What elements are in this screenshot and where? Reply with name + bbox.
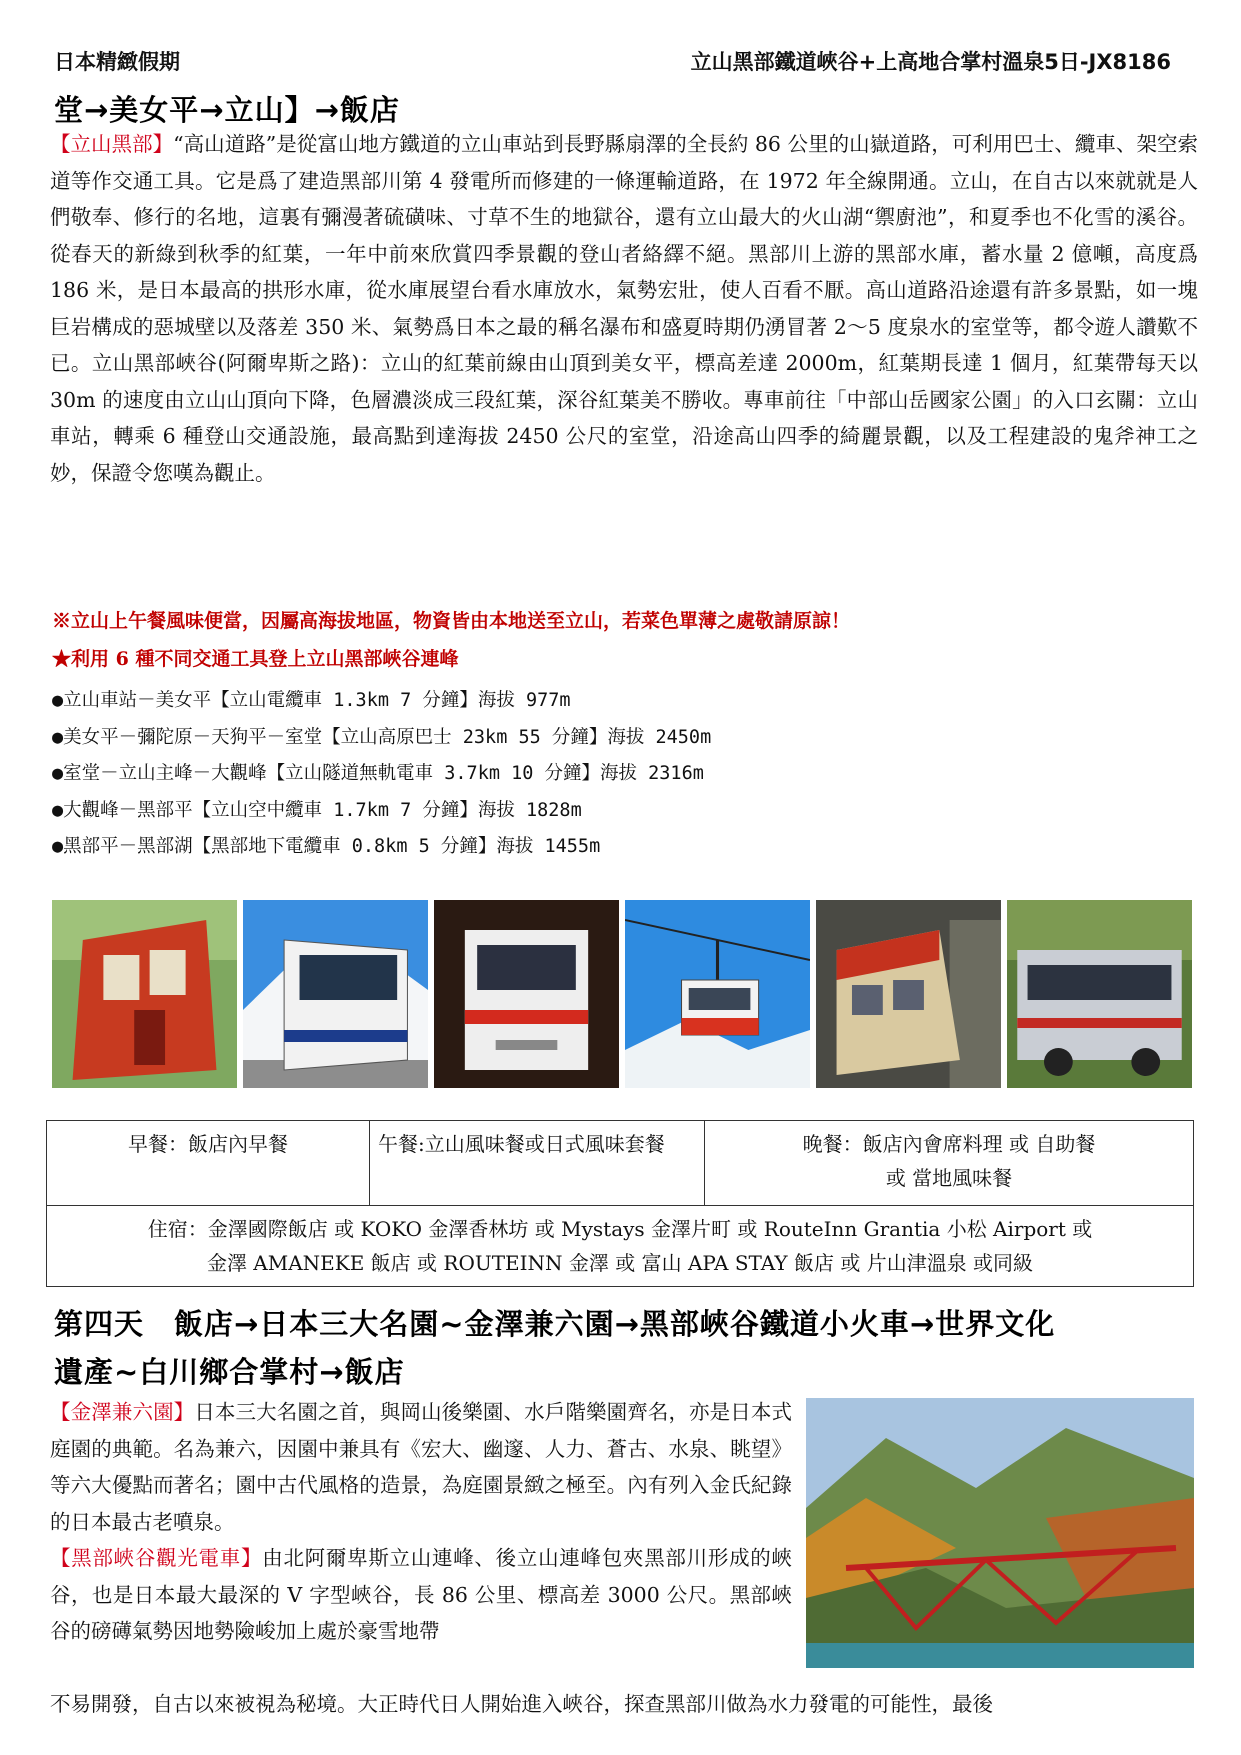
dinner-line2: 或 當地風味餐 xyxy=(885,1166,1013,1190)
transport-item: ●室堂－立山主峰－大觀峰【立山隧道無軌電車 3.7km 10 分鐘】海拔 2316m xyxy=(52,763,704,784)
transport-title: ★利用 6 種不同交通工具登上立山黑部峽谷連峰 xyxy=(52,648,459,670)
hotel-cell xyxy=(47,1206,1194,1287)
transport-item: ●黑部平－黑部湖【黑部地下電纜車 0.8km 5 分鐘】海拔 1455m xyxy=(52,836,601,857)
kenrokuen-label: 【金澤兼六園】 xyxy=(50,1400,195,1424)
header-right: 立山黑部鐵道峽谷+上高地合掌村溫泉5日-JX8186 xyxy=(690,50,1171,74)
section-title: 堂→美女平→立山】→飯店 xyxy=(54,93,400,127)
kurobe-text: 由北阿爾卑斯立山連峰、後立山連峰包夾黑部川形成的峽谷，也是日本最大最深的 V 字型峽谷，長 86 公里、標高差 3000 公尺。黑部峽谷的磅礡氣勢因地勢險峻加上處於豪雪地帶 xyxy=(50,1546,793,1643)
day4-text-block xyxy=(50,1394,792,1650)
tateyama-text: “高山道路”是從富山地方鐵道的立山車站到長野縣扇澤的全長約 86 公里的山嶽道路，可利用巴士、纜車、架空索道等作交通工具。它是爲了建造黑部川第 4 發電所而修建的一條運輸道路，在 1972 年全線開通。立山，在自古以來就就是人們敬奉、修行的名地，這裏有彌漫著硫磺味、寸草不生的地獄谷，還有立山最大的火山湖“禦廚池”，和夏季也不化雪的溪谷。從春天的新綠到秋季的紅葉，一年中前來欣賞四季景觀的登山者絡繹不絕。黑部川上游的黑部水庫，蓄水量 2 億噸，高度爲 186 米，是日本最高的拱形水庫，從水庫展望台看水庫放水，氣勢宏壯，使人百看不厭。高山道路沿途還有許多景點，如一塊巨岩構成的惡城壁以及落差 350 米、氣勢爲日本之最的稱名瀑布和盛夏時期仍湧冒著 2～5 度泉水的室堂等，都令遊人讚歎不已。立山黑部峽谷(阿爾卑斯之路)：立山的紅葉前線由山頂到美女平，標高差達 2000m，紅葉期長達 1 個月，紅葉帶每天以 30m 的速度由立山山頂向下降，色層濃淡成三段紅葉，深谷紅葉美不勝收。專車前往「中部山岳國家公園」的入口玄關：立山車站，轉乘 6 種登山交通設施，最高點到達海拔 2450 公尺的室堂，沿途高山四季的綺麗景觀，以及工程建設的鬼斧神工之妙，保證令您嘆為觀止。 xyxy=(50,132,1199,485)
kenrokuen-text: 日本三大名園之首，與岡山後樂園、水戶階樂園齊名，亦是日本式庭園的典範。名為兼六，因園中兼具有《宏大、幽邃、人力、蒼古、水泉、眺望》等六大優點而著名；園中古代風格的造景，為庭園景緻之極至。內有列入金氏紀錄的日本最古老噴泉。 xyxy=(50,1400,793,1534)
hotel-line2: 金澤 AMANEKE 飯店 或 ROUTEINN 金澤 或 富山 APA STAY 飯店 或 片山津溫泉 或同級 xyxy=(206,1251,1034,1275)
lunch-notice: ※立山上午餐風味便當，因屬高海拔地區，物資皆由本地送至立山，若菜色單薄之處敬請原諒！ xyxy=(52,610,851,632)
day4-title-line2: 遺產~白川鄉合掌村→飯店 xyxy=(54,1355,405,1389)
dinner-cell xyxy=(705,1121,1194,1206)
kurobe-label: 【黑部峽谷觀光電車】 xyxy=(50,1546,263,1570)
underground-cable-car-photo xyxy=(816,900,1001,1088)
ropeway-photo xyxy=(625,900,810,1088)
transport-item: ●大觀峰－黑部平【立山空中纜車 1.7km 7 分鐘】海拔 1828m xyxy=(52,799,582,821)
meals-table xyxy=(46,1120,1194,1287)
breakfast-cell: 早餐：飯店內早餐 xyxy=(47,1121,370,1206)
trolley-bus-2-photo xyxy=(1007,900,1192,1088)
highland-bus-photo xyxy=(243,900,428,1088)
lunch-cell: 午餐:立山風味餐或日式風味套餐 xyxy=(370,1121,705,1206)
transport-item: ●美女平－彌陀原－天狗平－室堂【立山高原巴士 23km 55 分鐘】海拔 2450m xyxy=(52,726,712,748)
tateyama-label: 【立山黑部】 xyxy=(50,132,174,156)
transport-list xyxy=(52,683,711,866)
dinner-line1: 晚餐：飯店內會席料理 或 自助餐 xyxy=(802,1132,1096,1156)
tateyama-paragraph xyxy=(50,126,1198,491)
kurobe-text-continued: 不易開發，自古以來被視為秘境。大正時代日人開始進入峽谷，探查黑部川做為水力發電的可能性，最後 xyxy=(50,1692,993,1716)
hotel-line1: 住宿：金澤國際飯店 或 KOKO 金澤香林坊 或 Mystays 金澤片町 或 RouteInn Grantia 小松 Airport 或 xyxy=(147,1217,1093,1241)
day4-title-line1: 第四天 飯店→日本三大名園~金澤兼六園→黑部峽谷鐵道小火車→世界文化 xyxy=(54,1307,1056,1341)
transport-photo-strip xyxy=(52,900,1192,1088)
trolley-bus-photo xyxy=(434,900,619,1088)
header-left: 日本精緻假期 xyxy=(54,50,180,74)
kurobe-gorge-photo xyxy=(806,1398,1194,1668)
cable-car-photo xyxy=(52,900,237,1088)
transport-item: ●立山車站－美女平【立山電纜車 1.3km 7 分鐘】海拔 977m xyxy=(52,690,571,711)
